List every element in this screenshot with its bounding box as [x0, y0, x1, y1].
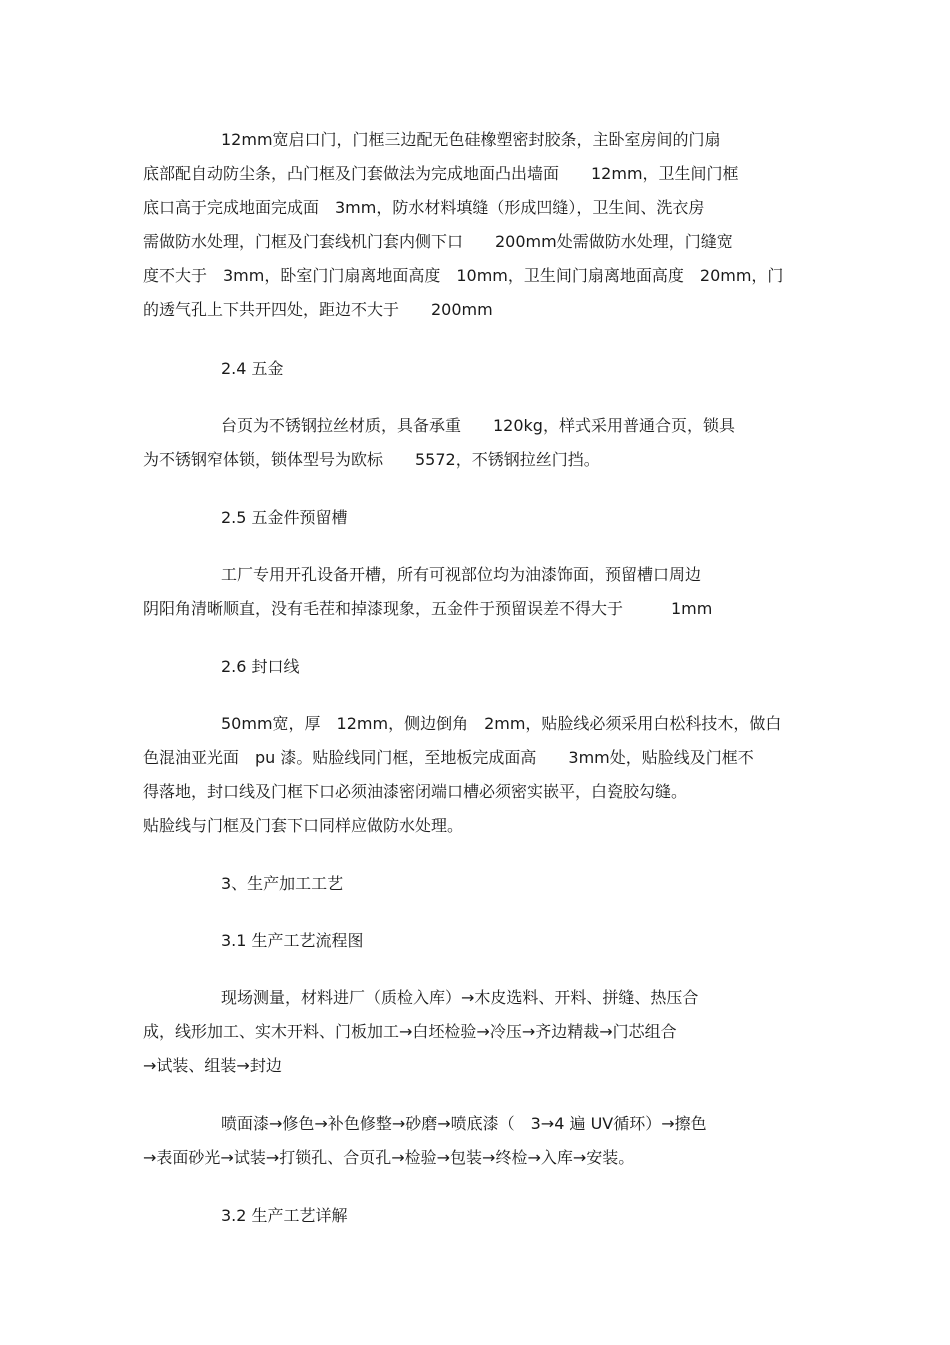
text-line: 成，线形加工、实木开料、门板加工→白坯检验→冷压→齐边精裁→门芯组合 — [143, 1022, 677, 1041]
text-line: →表面砂光→试装→打锁孔、合页孔→检验→包装→终检→入库→安装。 — [143, 1148, 635, 1167]
text-line: →试装、组装→封边 — [143, 1056, 282, 1075]
section-heading-3: 3、生产加工工艺 — [221, 874, 344, 893]
text-line: 喷面漆→修色→补色修整→砂磨→喷底漆（ 3→4 遍 UV循环）→擦色 — [221, 1114, 707, 1133]
paragraph-edge-trim — [143, 707, 815, 843]
section-heading-2-4: 2.4 五金 — [221, 359, 284, 378]
text-line: 贴脸线与门框及门套下口同样应做防水处理。 — [143, 816, 464, 835]
paragraph-door-seal — [143, 123, 815, 327]
text-line: 的透气孔上下共开四处，距边不大于 200mm — [143, 300, 493, 319]
paragraph-process-flow-1 — [143, 981, 815, 1083]
paragraph-process-flow-2 — [143, 1107, 815, 1175]
text-line: 台页为不锈钢拉丝材质，具备承重 120kg，样式采用普通合页，锁具 — [221, 416, 735, 435]
text-line: 12mm宽启口门，门框三边配无色硅橡塑密封胶条，主卧室房间的门扇 — [221, 130, 721, 149]
text-line: 50mm宽，厚 12mm，侧边倒角 2mm，贴脸线必须采用白松科技木，做白 — [221, 714, 782, 733]
text-line: 现场测量，材料进厂（质检入库）→木皮选料、开料、拼缝、热压合 — [221, 988, 699, 1007]
section-heading-2-6: 2.6 封口线 — [221, 657, 300, 676]
text-line: 色混油亚光面 pu 漆。贴脸线同门框，至地板完成面高 3mm处，贴脸线及门框不 — [143, 748, 754, 767]
text-line: 为不锈钢窄体锁，锁体型号为欧标 5572，不锈钢拉丝门挡。 — [143, 450, 600, 469]
section-heading-2-5: 2.5 五金件预留槽 — [221, 508, 348, 527]
section-heading-3-2: 3.2 生产工艺详解 — [221, 1206, 348, 1225]
text-line: 度不大于 3mm，卧室门门扇离地面高度 10mm，卫生间门扇离地面高度 20mm，门 — [143, 266, 784, 285]
paragraph-hardware — [143, 409, 815, 477]
text-line: 阴阳角清晰顺直，没有毛茬和掉漆现象，五金件于预留误差不得大于 1mm — [143, 599, 713, 618]
section-heading-3-1: 3.1 生产工艺流程图 — [221, 931, 364, 950]
text-line: 底口高于完成地面完成面 3mm，防水材料填缝（形成凹缝），卫生间、洗衣房 — [143, 198, 705, 217]
text-line: 工厂专用开孔设备开槽，所有可视部位均为油漆饰面，预留槽口周边 — [221, 565, 702, 584]
paragraph-hardware-slots — [143, 558, 815, 626]
text-line: 得落地，封口线及门框下口必须油漆密闭端口槽必须密实嵌平，白瓷胶勾缝。 — [143, 782, 688, 801]
text-line: 底部配自动防尘条，凸门框及门套做法为完成地面凸出墙面 12mm，卫生间门框 — [143, 164, 739, 183]
text-line: 需做防水处理，门框及门套线机门套内侧下口 200mm处需做防水处理，门缝宽 — [143, 232, 733, 251]
